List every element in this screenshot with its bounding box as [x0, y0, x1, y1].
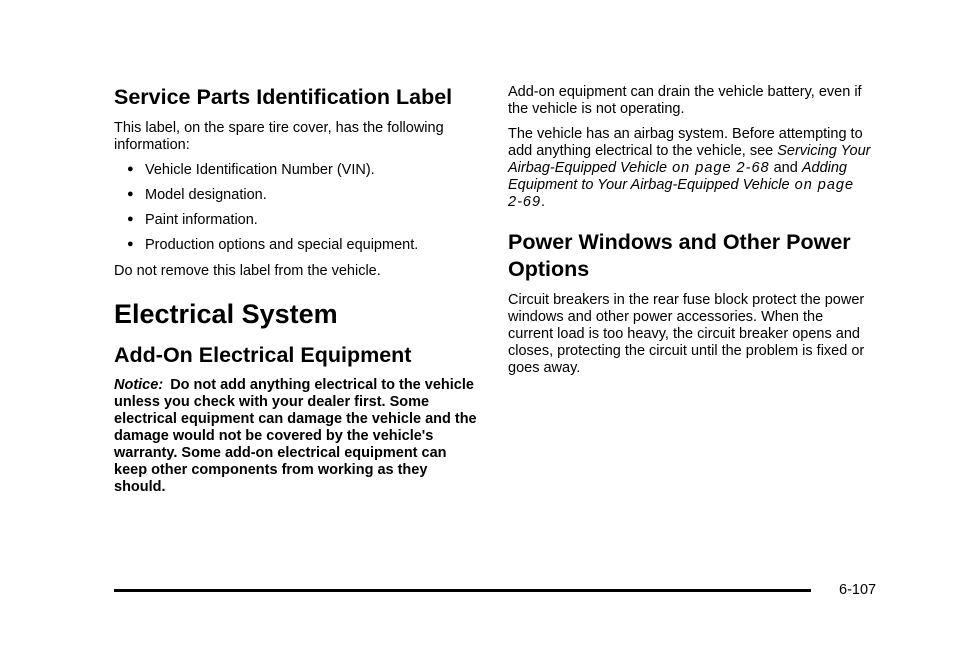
airbag-paragraph: The vehicle has an airbag system. Before attempting to add anything electrical to the vehicle, see Servicing Your Airbag-Equipped Vehicle on page 2-68 and Adding Equipment to Your Airbag-Equipped Vehicle on page 2-69.: [508, 126, 871, 210]
bullet-icon: ●: [127, 188, 134, 200]
spare-label-intro: This label, on the spare tire cover, has the following information:: [114, 120, 444, 153]
bullet-icon: ●: [127, 163, 134, 175]
spare-label-closing: Do not remove this label from the vehicle.: [114, 263, 381, 279]
notice-label: Notice:: [114, 377, 164, 393]
list-item: ● Vehicle Identification Number (VIN).: [127, 162, 375, 178]
notice-paragraph: [114, 377, 480, 496]
airbag-equipment-link[interactable]: Adding Equipment to Your Airbag-Equipped Vehicle: [508, 160, 847, 193]
page-number: 6-107: [839, 582, 877, 598]
airbag-service-page-ref[interactable]: on page 2-68: [667, 160, 770, 176]
chapter-title: Electrical System: [114, 299, 338, 329]
power-windows-heading: Power Windows and Other Power Options: [508, 230, 851, 281]
list-item: ● Paint information.: [127, 212, 258, 228]
airbag-service-link[interactable]: Servicing Your Airbag-Equipped Vehicle: [508, 143, 871, 176]
addon-battery-paragraph: Add-on equipment can drain the vehicle battery, even if the vehicle is not operating.: [508, 84, 862, 117]
airbag-equipment-page-ref[interactable]: on page 2-69: [508, 177, 855, 210]
notice-text: Do not add anything electrical to the vehicle unless you check with your dealer first. Some electrical equipment can damage the vehicle and the damage would not be covered by the vehicle's warranty. Some add-on electrical equipment can keep other components from working as they should.: [114, 377, 477, 495]
bullet-icon: ●: [127, 238, 134, 250]
left-column: [114, 84, 480, 504]
footer-rule: [114, 589, 811, 592]
right-column: [508, 84, 872, 385]
power-windows-paragraph: Circuit breakers in the rear fuse block protect the power windows and other power accessories. When the current load is too heavy, the circuit breaker opens and closes, protecting the circuit until the problem is fixed or goes away.: [508, 292, 865, 376]
list-item: ● Model designation.: [127, 187, 267, 203]
spare-label-heading: Service Parts Identification Label: [114, 85, 453, 109]
list-item: ● Production options and special equipment.: [127, 237, 419, 253]
addon-heading: Add-On Electrical Equipment: [114, 343, 412, 367]
bullet-icon: ●: [127, 213, 134, 225]
spare-label-list: [114, 162, 480, 254]
